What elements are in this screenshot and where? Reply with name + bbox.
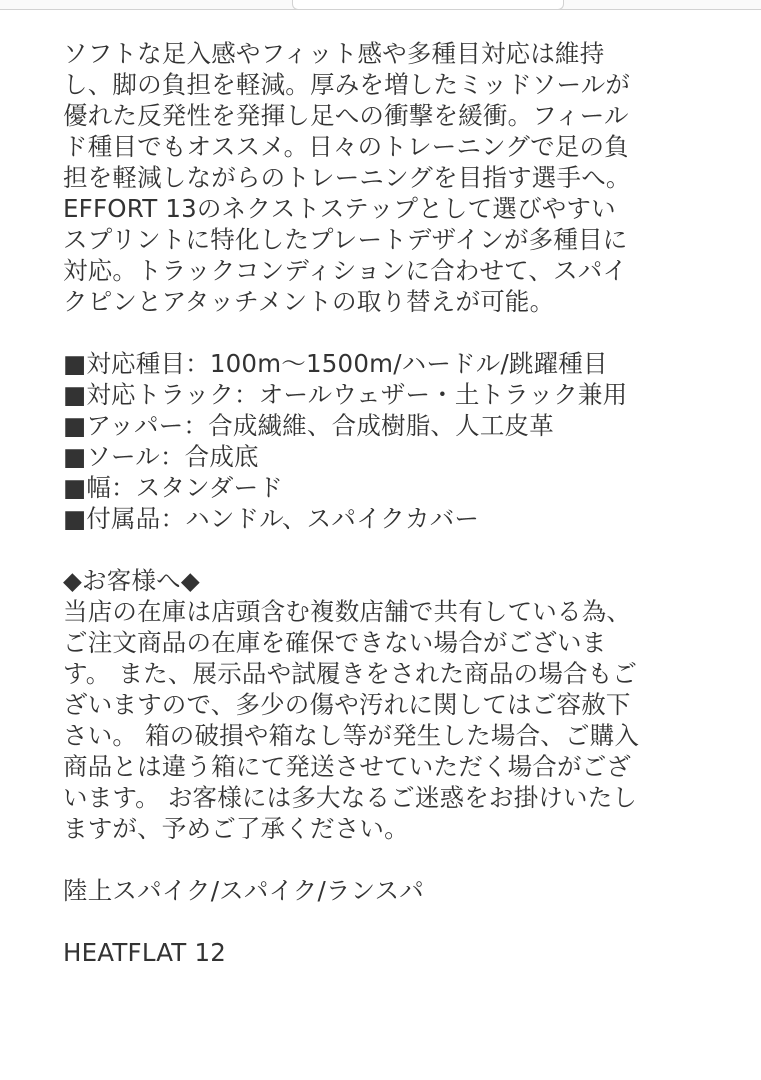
- spec-item: ■対応トラック：オールウェザー・土トラック兼用: [63, 380, 628, 409]
- product-description: [63, 38, 713, 968]
- top-tab-edge: [292, 0, 564, 10]
- spec-item: ■ソール：合成底: [63, 442, 259, 471]
- spec-item: ■幅：スタンダード: [63, 473, 283, 502]
- spec-item: ■アッパー：合成繊維、合成樹脂、人工皮革: [63, 411, 554, 440]
- model-name: HEATFLAT 12: [63, 938, 227, 967]
- notice-heading: ◆お客様へ◆: [63, 566, 200, 595]
- notice-body: 当店の在庫は店頭含む複数店舗で共有している為、 ご注文商品の在庫を確保できない場合がございま す。 また、展示品や試履きをされた商品の場合もご ざいますので、多少の傷や汚れに関してはご容赦下 さい。 箱の破損や箱なし等が発生した場合、ご購入 商品とは違う箱にて発送させていただく場合がござ います。 お客様には多大なるご迷惑をお掛けいたし ますが、予めご了承ください。: [63, 597, 640, 843]
- intro-paragraph: ソフトな足入感やフィット感や多種目対応は維持 し、脚の負担を軽減。厚みを増したミッドソールが 優れた反発性を発揮し足への衝撃を緩衝。フィール ド種目でもオススメ。日々のトレーニングで足の負 担を軽減しながらのトレーニングを目指す選手へ。 EFFORT 13のネクストステップとして選びやすい スプリントに特化したプレートデザインが多種目に 対応。トラックコンディションに合わせて、スパイ クピンとアタッチメントの取り替えが可能。: [63, 39, 631, 316]
- spec-item: ■対応種目：100m〜1500m/ハードル/跳躍種目: [63, 349, 608, 378]
- spec-list: [63, 348, 713, 534]
- category-keywords: 陸上スパイク/スパイク/ランスパ: [63, 876, 424, 905]
- spec-item: ■付属品：ハンドル、スパイクカバー: [63, 504, 480, 533]
